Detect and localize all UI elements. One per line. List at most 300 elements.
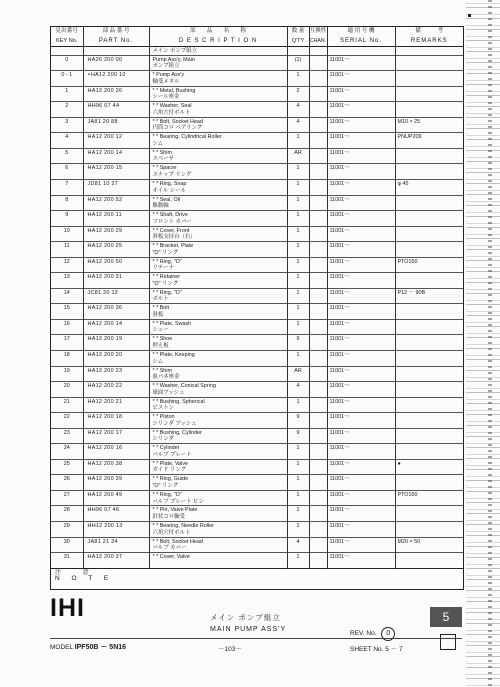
chan-cell (309, 490, 327, 506)
part-number-cell: HA12 200 25 (83, 242, 149, 258)
description-jp: オイル シール (152, 187, 186, 194)
table-row (51, 335, 463, 351)
serial-cell: 11001～ (327, 226, 395, 242)
key-cell: 9 (51, 211, 83, 227)
remarks-cell (395, 86, 463, 102)
serial-cell: 11001～ (327, 475, 395, 491)
description-cell (149, 397, 287, 413)
chan-cell (309, 148, 327, 164)
description-en: * * Pin, Valve Plate (152, 507, 198, 514)
serial-cell: 11001～ (327, 459, 395, 475)
description-jp: 六角穴付ボルト (152, 109, 191, 116)
description-cell (149, 350, 287, 366)
description-en: * * Shoe (152, 336, 173, 343)
chan-cell (309, 86, 327, 102)
chan-cell (309, 537, 327, 553)
description-jp: ピストン (152, 405, 175, 412)
table-row (51, 86, 463, 102)
chan-cell (309, 211, 327, 227)
header-row-en (51, 36, 463, 47)
description-cell (149, 459, 287, 475)
description-cell (149, 211, 287, 227)
part-number-cell: HA12 200 18 (83, 413, 149, 429)
key-cell: 16 (51, 319, 83, 335)
model-value: IPF50B － 5N16 (74, 644, 127, 651)
qty-cell: 1 (287, 257, 309, 273)
description-jp: シム (152, 358, 164, 365)
key-cell: 30 (51, 537, 83, 553)
section-tab: 5 (430, 607, 462, 627)
description-cell (149, 117, 287, 133)
serial-cell: 11001～ (327, 242, 395, 258)
table-row (51, 242, 463, 258)
key-cell: 26 (51, 475, 83, 491)
remarks-cell (395, 335, 463, 351)
model-label: MODEL (50, 644, 73, 651)
col-remarks: REMARKS (395, 36, 463, 47)
part-number-cell: HA12 200 14 (83, 148, 149, 164)
remarks-cell (395, 397, 463, 413)
description-jp: 駆動軸 (152, 203, 169, 210)
drawing-title: MAIN PUMP ASS'Y (210, 626, 287, 633)
chan-cell (309, 242, 327, 258)
table-row (51, 288, 463, 304)
description-jp: "O" リング (152, 280, 179, 287)
remarks-cell (395, 273, 463, 289)
description-en: * * Cover, Front (152, 227, 190, 234)
remarks-cell (395, 242, 463, 258)
remarks-cell: ● (395, 459, 463, 475)
col-key: KEY No. (51, 36, 83, 47)
description-en: * * Seal, Oil (152, 196, 181, 203)
serial-cell: 11001～ (327, 506, 395, 522)
description-en: * * Plate, Valve (152, 460, 189, 467)
part-number-cell: HA12 200 22 (83, 382, 149, 398)
serial-cell: 11001～ (327, 537, 395, 553)
parts-list-sheet (50, 26, 464, 590)
serial-cell: 11001～ (327, 382, 395, 398)
remarks-cell (395, 475, 463, 491)
table-row (51, 47, 463, 56)
part-number-cell: HA12 200 19 (83, 335, 149, 351)
key-cell: 3 (51, 117, 83, 133)
table-row (51, 148, 463, 164)
remarks-cell: M20 × 50 (395, 537, 463, 553)
description-en: * * Bushing, Cylinder (152, 429, 202, 436)
part-number-cell: HA12 200 39 (83, 475, 149, 491)
description-cell (149, 537, 287, 553)
model (50, 642, 126, 652)
description-cell (149, 242, 287, 258)
col-qty-jp: 数 量 (287, 27, 309, 36)
col-chan-jp: 互換性 (309, 28, 327, 34)
chan-cell (309, 459, 327, 475)
key-cell (51, 47, 83, 56)
description-jp: 皿バネ座金 (152, 374, 180, 381)
description-cell (149, 133, 287, 149)
description-cell (149, 366, 287, 382)
qty-cell: 1 (287, 350, 309, 366)
note-label: N O T E (55, 575, 114, 583)
table-row (51, 273, 463, 289)
key-cell: 28 (51, 506, 83, 522)
key-cell: 24 (51, 444, 83, 460)
col-key-jp: 見出番号 (55, 28, 78, 34)
description-en: * * Bearing, Cylindrical Roller (152, 134, 222, 141)
description-en: * * Ring, "O" (152, 258, 182, 265)
qty-cell: AR (287, 148, 309, 164)
description-cell (149, 257, 287, 273)
description-jp: 斜板支持台（右） (152, 234, 196, 241)
description-cell (149, 413, 287, 429)
sheet-label: SHEET No. (350, 646, 384, 653)
chan-cell (309, 553, 327, 569)
col-part: PART No. (83, 36, 149, 47)
remarks-cell (395, 304, 463, 320)
description-cell (149, 273, 287, 289)
description-en: * * Bolt (152, 305, 169, 312)
qty-cell: 4 (287, 102, 309, 118)
key-cell: 10 (51, 226, 83, 242)
chan-cell (309, 522, 327, 538)
col-desc: D E S C R I P T I O N (149, 36, 287, 47)
chan-cell (309, 179, 327, 195)
qty-cell: 1 (287, 304, 309, 320)
description-cell (149, 444, 287, 460)
key-cell: 23 (51, 428, 83, 444)
description-cell (149, 506, 287, 522)
part-number-cell: HA12 200 23 (83, 366, 149, 382)
serial-cell: 11001～ (327, 86, 395, 102)
chan-cell (309, 133, 327, 149)
remarks-cell: PTO150 (395, 257, 463, 273)
description-en: * * Ring, "O" (152, 491, 182, 498)
qty-cell: 2 (287, 86, 309, 102)
note-label-jp: 注 意 (55, 569, 99, 576)
table-row (51, 102, 463, 118)
note-row (51, 568, 463, 589)
qty-cell: AR (287, 366, 309, 382)
serial-cell: 11001～ (327, 413, 395, 429)
table-row (51, 444, 463, 460)
table-row (51, 164, 463, 180)
chan-cell (309, 102, 327, 118)
sheet-number (350, 644, 403, 653)
part-number-cell: HA12 200 11 (83, 211, 149, 227)
description-en: * * Spacer (152, 165, 177, 172)
col-remarks-jp: 備 考 (395, 27, 463, 36)
qty-cell: 1 (287, 211, 309, 227)
sheet-value: 5 － 7 (385, 646, 403, 653)
description-jp: メイン ポンプ組立 (152, 48, 198, 54)
chan-cell (309, 397, 327, 413)
chan-cell (309, 366, 327, 382)
key-cell: 31 (51, 553, 83, 569)
serial-cell: 11001～ (327, 273, 395, 289)
chan-cell (309, 319, 327, 335)
table-row (51, 55, 463, 71)
description-jp: 押え板 (152, 343, 169, 350)
qty-cell: 1 (287, 506, 309, 522)
description-jp: 斜板 (152, 311, 164, 318)
table-row (51, 226, 463, 242)
remarks-cell: PNUP209 (395, 133, 463, 149)
description-jp: ボルト (152, 296, 169, 303)
description-cell (149, 335, 287, 351)
qty-cell: 1 (287, 164, 309, 180)
chan-cell (309, 428, 327, 444)
remarks-cell (395, 148, 463, 164)
description-jp: リテーナ (152, 265, 174, 272)
description-jp: シム (152, 140, 164, 147)
remarks-cell (395, 350, 463, 366)
table-row (51, 475, 463, 491)
key-cell: 27 (51, 490, 83, 506)
serial-cell: 11001～ (327, 211, 395, 227)
key-cell: 15 (51, 304, 83, 320)
remarks-cell (395, 553, 463, 569)
remarks-cell: φ 45 (395, 179, 463, 195)
serial-cell: 11001～ (327, 522, 395, 538)
remarks-cell (395, 164, 463, 180)
chan-cell (309, 413, 327, 429)
header-row-jp (51, 27, 463, 36)
description-en: * * Metal, Bushing (152, 87, 196, 94)
remarks-cell (395, 444, 463, 460)
part-number-cell: HA12 200 16 (83, 444, 149, 460)
description-cell (149, 522, 287, 538)
description-jp: フロント カバー (152, 218, 192, 225)
table-row (51, 71, 463, 87)
part-number-cell: JD81 10 27 (83, 179, 149, 195)
remarks-cell (395, 522, 463, 538)
description-cell (149, 71, 287, 87)
description-cell (149, 319, 287, 335)
remarks-cell (395, 102, 463, 118)
table-row (51, 382, 463, 398)
remarks-cell (395, 428, 463, 444)
description-en: * Pump Ass'y (152, 72, 185, 79)
serial-cell: 11001～ (327, 257, 395, 273)
remarks-cell: PTO150 (395, 490, 463, 506)
qty-cell: 1 (287, 553, 309, 569)
key-cell: 14 (51, 288, 83, 304)
key-cell: 29 (51, 522, 83, 538)
serial-cell: 11001～ (327, 195, 395, 211)
qty-cell: 1 (287, 133, 309, 149)
part-number-cell: HH12 200 13 (83, 522, 149, 538)
description-cell (149, 102, 287, 118)
key-cell: 17 (51, 335, 83, 351)
remarks-cell (395, 55, 463, 71)
key-cell: 8 (51, 195, 83, 211)
key-cell: 6 (51, 164, 83, 180)
table-row (51, 319, 463, 335)
qty-cell: 1 (287, 226, 309, 242)
part-number-cell: JC81 20 12 (83, 288, 149, 304)
chan-cell (309, 71, 327, 87)
remarks-cell (395, 47, 463, 56)
description-en: * * Ring, Guide (152, 476, 189, 483)
table-row (51, 506, 463, 522)
part-number-cell: HH96 07 44 (83, 102, 149, 118)
qty-cell: 4 (287, 537, 309, 553)
qty-cell: 1 (287, 319, 309, 335)
description-jp: "O" リング (152, 249, 179, 256)
remarks-cell (395, 506, 463, 522)
description-en: * * Washer, Seal (152, 103, 192, 110)
serial-cell: 11001～ (327, 366, 395, 382)
serial-cell: 11001～ (327, 319, 395, 335)
description-cell (149, 195, 287, 211)
qty-cell: 1 (287, 179, 309, 195)
key-cell: 2 (51, 102, 83, 118)
part-number-cell: HA26 200 00 (83, 55, 149, 71)
description-en: * * Plate, Swash (152, 320, 192, 327)
description-cell (149, 164, 287, 180)
key-cell: 12 (51, 257, 83, 273)
serial-cell: 11001～ (327, 179, 395, 195)
remarks-cell (395, 226, 463, 242)
description-cell (149, 47, 287, 56)
serial-cell: 11001～ (327, 553, 395, 569)
description-en: * * Retainer (152, 274, 181, 281)
serial-cell: 11001～ (327, 397, 395, 413)
chan-cell (309, 506, 327, 522)
description-en: * * Ring, "O" (152, 289, 182, 296)
serial-cell (327, 47, 395, 56)
description-jp: ポンプ組立 (152, 63, 180, 70)
description-jp: 針状コロ軸受 (152, 514, 185, 521)
description-en: * * Bolt, Socket Head (152, 118, 203, 125)
qty-cell: 1 (287, 475, 309, 491)
part-number-cell: HA12 200 52 (83, 195, 149, 211)
rev-value: 0 (381, 627, 395, 641)
part-number-cell: HA12 200 15 (83, 164, 149, 180)
key-cell: 4 (51, 133, 83, 149)
key-cell: 11 (51, 242, 83, 258)
description-cell (149, 86, 287, 102)
rev-label: REV. No. (350, 630, 377, 637)
table-row (51, 537, 463, 553)
serial-cell: 11001～ (327, 350, 395, 366)
chan-cell (309, 475, 327, 491)
description-en: * * Ring, Snap (152, 180, 187, 187)
footer-divider (50, 638, 462, 639)
description-en: * * Washer, Conical Spring (152, 383, 216, 390)
company-logo: IHI (50, 594, 85, 622)
description-cell (149, 490, 287, 506)
part-number-cell: HA12 200 14 (83, 319, 149, 335)
col-desc-jp: 部 品 名 称 (149, 27, 287, 36)
part-number-cell: ×HA12 200 10 (83, 71, 149, 87)
col-qty: Q'TY (287, 36, 309, 47)
qty-cell: 1 (287, 71, 309, 87)
serial-cell: 11001～ (327, 148, 395, 164)
description-cell (149, 428, 287, 444)
chan-cell (309, 195, 327, 211)
serial-cell: 11001～ (327, 55, 395, 71)
qty-cell (287, 47, 309, 56)
description-cell (149, 226, 287, 242)
serial-cell: 11001～ (327, 102, 395, 118)
serial-cell: 11001～ (327, 71, 395, 87)
scan-edge-noise (466, 0, 500, 687)
key-cell: 0 - 1 (51, 71, 83, 87)
table-row (51, 413, 463, 429)
chan-cell (309, 304, 327, 320)
description-jp: シュー (152, 327, 169, 334)
part-number-cell (83, 47, 149, 56)
corner-box (440, 634, 456, 650)
description-jp: スペーサ (152, 156, 175, 163)
part-number-cell: HA12 200 31 (83, 273, 149, 289)
qty-cell: 1 (287, 522, 309, 538)
part-number-cell: JA81 20 88 (83, 117, 149, 133)
serial-cell: 11001～ (327, 444, 395, 460)
description-jp: 球面ブッシュ (152, 389, 185, 396)
description-en: * * Bushing, Spherical (152, 398, 205, 405)
description-cell (149, 382, 287, 398)
description-en: * * Plate, Keeping (152, 351, 195, 358)
title-block (50, 590, 462, 662)
description-cell (149, 304, 287, 320)
table-row (51, 350, 463, 366)
part-number-cell: HA12 200 50 (83, 257, 149, 273)
remarks-cell (395, 211, 463, 227)
part-number-cell: HH96 07 46 (83, 506, 149, 522)
chan-cell (309, 444, 327, 460)
table-row (51, 397, 463, 413)
qty-cell: 9 (287, 413, 309, 429)
part-number-cell: HA12 200 26 (83, 86, 149, 102)
table-row (51, 257, 463, 273)
chan-cell (309, 47, 327, 56)
qty-cell: 4 (287, 117, 309, 133)
part-number-cell: HA12 200 29 (83, 226, 149, 242)
chan-cell (309, 288, 327, 304)
description-jp: ガイド リング (152, 467, 187, 474)
key-cell: 20 (51, 382, 83, 398)
part-number-cell: HA12 200 17 (83, 428, 149, 444)
part-number-cell: HA12 200 38 (83, 459, 149, 475)
table-row (51, 428, 463, 444)
remarks-cell: M10 × 25 (395, 117, 463, 133)
description-cell (149, 475, 287, 491)
description-jp: シリンダ ブッシュ (152, 420, 197, 427)
qty-cell: 1 (287, 195, 309, 211)
serial-cell: 11001～ (327, 428, 395, 444)
table-row (51, 366, 463, 382)
qty-cell: 1 (287, 288, 309, 304)
key-cell: 21 (51, 397, 83, 413)
table-row (51, 179, 463, 195)
key-cell: 13 (51, 273, 83, 289)
remarks-cell (395, 366, 463, 382)
description-jp: 円筒コロ ベアリング (152, 125, 203, 132)
qty-cell: 1 (287, 459, 309, 475)
part-number-cell: HA12 200 21 (83, 397, 149, 413)
description-cell (149, 55, 287, 71)
key-cell: 18 (51, 350, 83, 366)
table-row (51, 553, 463, 569)
part-number-cell: HA12 200 12 (83, 133, 149, 149)
description-en: * * Bearing, Needle Roller (152, 523, 214, 529)
col-serial-jp: 適 用 号 機 (327, 27, 395, 36)
remarks-cell: P12 － 90B (395, 288, 463, 304)
chan-cell (309, 257, 327, 273)
key-cell: 25 (51, 459, 83, 475)
